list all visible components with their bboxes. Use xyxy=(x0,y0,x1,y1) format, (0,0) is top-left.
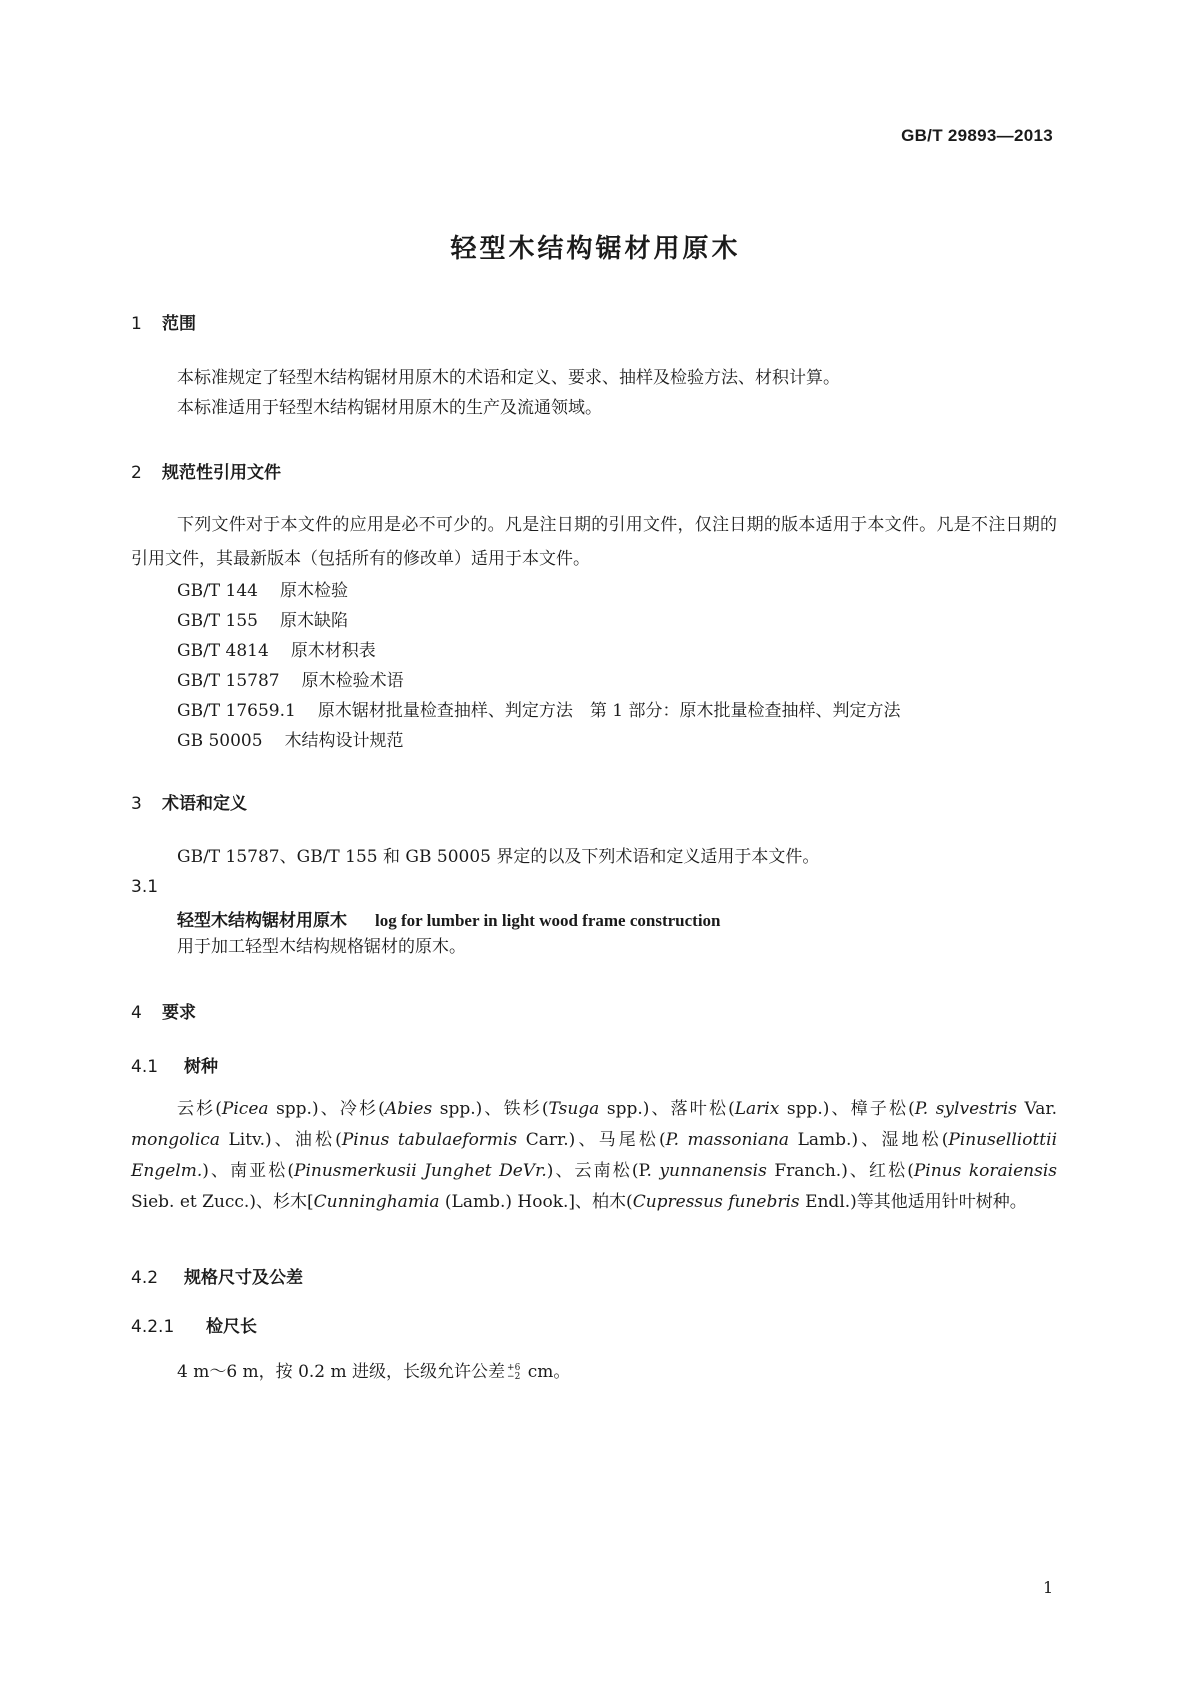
term-english: log for lumber in light wood frame construction xyxy=(375,911,721,930)
scaling-length-paragraph xyxy=(177,1357,570,1387)
section-number: 1 xyxy=(131,314,142,334)
species-text: (Lamb.) Hook.]、柏木( xyxy=(439,1192,633,1212)
species-latin: Abies xyxy=(384,1099,433,1119)
section-title: 范围 xyxy=(162,314,196,334)
species-text: Franch.)、红松( xyxy=(766,1161,914,1181)
species-latin: Larix xyxy=(734,1099,780,1119)
species-text: Var. xyxy=(1016,1099,1058,1119)
section-number: 4.2 xyxy=(131,1268,159,1288)
species-latin: Tsuga xyxy=(548,1099,600,1119)
reference-item xyxy=(177,666,404,691)
reference-item xyxy=(177,636,376,661)
page-number: 1 xyxy=(1043,1578,1054,1597)
term-chinese: 轻型木结构锯材用原木 xyxy=(177,911,347,931)
species-text: spp.)、冷杉( xyxy=(268,1099,385,1119)
section-2-heading xyxy=(131,458,281,483)
species-latin: Cupressus funebris xyxy=(632,1192,800,1212)
section-number: 4.2.1 xyxy=(131,1317,175,1337)
reference-code: GB/T 17659.1 xyxy=(177,701,296,721)
reference-code: GB 50005 xyxy=(177,731,263,751)
species-latin: P. massoniana xyxy=(665,1130,790,1150)
species-text: Litv.)、油松( xyxy=(219,1130,342,1150)
subsection-4-2-heading xyxy=(131,1263,303,1288)
reference-title: 原木检验 xyxy=(280,581,348,601)
term-definition: 用于加工轻型木结构规格锯材的原木。 xyxy=(177,937,466,957)
section-number: 4.1 xyxy=(131,1057,159,1077)
subsection-4-1-heading xyxy=(131,1052,218,1077)
species-text: spp.)、落叶松( xyxy=(599,1099,735,1119)
reference-item xyxy=(177,606,348,631)
species-latin: Pinus koraiensis xyxy=(913,1161,1057,1181)
section-number: 4 xyxy=(131,1003,142,1023)
tree-species-paragraph xyxy=(131,1094,1057,1218)
reference-item xyxy=(177,696,900,721)
subsection-4-2-1-heading xyxy=(131,1312,257,1337)
section-1-heading xyxy=(131,309,196,334)
reference-item xyxy=(177,576,348,601)
tolerance-lower: −2 xyxy=(507,1371,521,1382)
reference-code: GB/T 4814 xyxy=(177,641,269,661)
species-text: )、云南松(P. xyxy=(546,1161,660,1181)
species-text: spp.)、铁杉( xyxy=(432,1099,549,1119)
section-title: 树种 xyxy=(184,1057,218,1077)
reference-title: 原木检验术语 xyxy=(301,671,404,691)
scope-paragraph-2: 本标准适用于轻型木结构锯材用原木的生产及流通领域。 xyxy=(177,398,602,418)
reference-title: 原木材积表 xyxy=(290,641,376,661)
species-latin: mongolica xyxy=(131,1130,220,1150)
species-text: Carr.)、马尾松( xyxy=(517,1130,666,1150)
section-4-heading xyxy=(131,998,196,1023)
species-text: )、南亚松( xyxy=(202,1161,295,1181)
species-text: Endl.)等其他适用针叶树种。 xyxy=(799,1192,1027,1212)
species-text: 云杉( xyxy=(177,1099,222,1119)
section-number: 3 xyxy=(131,794,142,814)
section-number: 2 xyxy=(131,463,142,483)
species-latin: Pinus tabulaeformis xyxy=(341,1130,518,1150)
section-3-heading xyxy=(131,789,247,814)
reference-title: 木结构设计规范 xyxy=(284,731,404,751)
term-entry xyxy=(177,906,721,931)
standard-number: GB/T 29893—2013 xyxy=(901,126,1053,145)
section-title: 规格尺寸及公差 xyxy=(184,1268,303,1288)
reference-code: GB/T 155 xyxy=(177,611,258,631)
section-title: 规范性引用文件 xyxy=(162,463,281,483)
species-text: Lamb.)、湿地松( xyxy=(789,1130,949,1150)
terms-intro: GB/T 15787、GB/T 155 和 GB 50005 界定的以及下列术语和定义适用于本文件。 xyxy=(177,847,820,867)
tolerance-upper: +6 xyxy=(507,1362,521,1373)
section-title: 检尺长 xyxy=(206,1317,257,1337)
term-number: 3.1 xyxy=(131,877,159,897)
species-latin: Pinusmerkusii Junghet DeVr. xyxy=(294,1161,547,1181)
species-latin: yunnanensis xyxy=(659,1161,767,1181)
reference-item xyxy=(177,726,404,751)
species-latin: Cunninghamia xyxy=(313,1192,440,1212)
normative-references-intro: 下列文件对于本文件的应用是必不可少的。凡是注日期的引用文件，仅注日期的版本适用于本文件。凡是不注日期的引用文件，其最新版本（包括所有的修改单）适用于本文件。 xyxy=(131,515,1057,569)
section-title: 要求 xyxy=(162,1003,196,1023)
length-unit: cm。 xyxy=(522,1362,571,1382)
reference-title: 原木锯材批量检查抽样、判定方法 第 1 部分：原木批量检查抽样、判定方法 xyxy=(317,701,901,721)
tolerance-fraction xyxy=(507,1364,520,1382)
reference-title: 原木缺陷 xyxy=(280,611,348,631)
species-latin: Picea xyxy=(221,1099,269,1119)
length-text: 4 m～6 m，按 0.2 m 进级，长级允许公差 xyxy=(177,1362,506,1382)
scope-paragraph-1: 本标准规定了轻型木结构锯材用原木的术语和定义、要求、抽样及检验方法、材积计算。 xyxy=(177,368,840,388)
section-title: 术语和定义 xyxy=(162,794,247,814)
species-text: Sieb. et Zucc.)、杉木[ xyxy=(131,1192,314,1212)
reference-code: GB/T 15787 xyxy=(177,671,280,691)
species-latin: Pinuselliottii Engelm. xyxy=(131,1130,1057,1181)
document-title: 轻型木结构锯材用原木 xyxy=(450,234,741,264)
species-text: spp.)、樟子松( xyxy=(779,1099,915,1119)
reference-code: GB/T 144 xyxy=(177,581,258,601)
species-latin: P. sylvestris xyxy=(914,1099,1017,1119)
